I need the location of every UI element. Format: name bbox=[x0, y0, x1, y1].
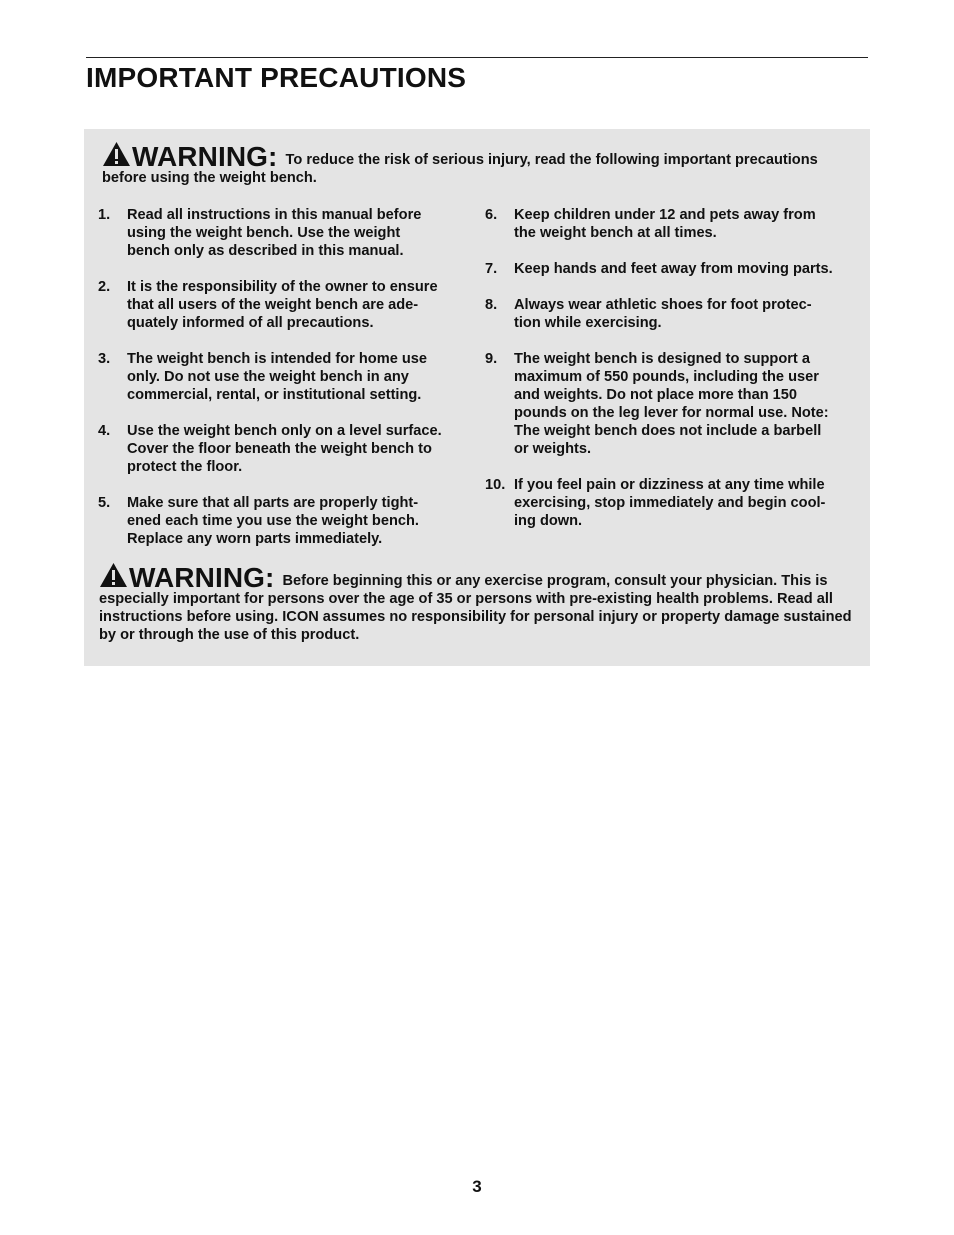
page-title: IMPORTANT PRECAUTIONS bbox=[86, 62, 467, 93]
precaution-number: 2. bbox=[98, 279, 111, 295]
precautions-box bbox=[84, 129, 870, 666]
precaution-number: 8. bbox=[485, 297, 498, 313]
warning-text: To reduce the risk of serious injury, read the following important precautions before using the weight bench. bbox=[102, 152, 818, 186]
header-rule bbox=[86, 57, 868, 58]
warning-text: Before beginning this or any exercise program, consult your physician. This is especially important for persons over the age of 35 or persons with pre-existing health problems. Read all instructions before using. ICON assumes no responsibility for personal injury or property damage sustained by or through the use of this product. bbox=[99, 573, 852, 643]
warning-triangle-icon bbox=[102, 141, 131, 167]
precautions-right-column bbox=[485, 206, 858, 548]
precaution-item bbox=[485, 350, 858, 458]
precaution-number: 5. bbox=[98, 495, 111, 511]
precaution-text: Keep hands and feet away from moving parts. bbox=[514, 261, 833, 277]
precaution-item bbox=[485, 476, 858, 530]
precaution-text: Read all instructions in this manual before using the weight bench. Use the weight bench only as described in this manual. bbox=[127, 207, 422, 259]
precaution-text: Use the weight bench only on a level surface. Cover the floor beneath the weight bench to protect the floor. bbox=[127, 423, 442, 475]
warning-word: WARNING: bbox=[132, 141, 278, 172]
precaution-item bbox=[98, 350, 473, 404]
precaution-text: Keep children under 12 and pets away from the weight bench at all times. bbox=[514, 207, 816, 241]
precautions-left-column bbox=[98, 206, 473, 566]
page-number: 3 bbox=[472, 1177, 482, 1196]
warning-triangle-icon bbox=[99, 562, 128, 588]
precaution-text: If you feel pain or dizziness at any time while exercising, stop immediately and begin cool- ing down. bbox=[514, 477, 826, 529]
warning-word: WARNING: bbox=[129, 562, 275, 593]
precaution-item bbox=[485, 206, 858, 242]
precaution-item bbox=[485, 296, 858, 332]
precaution-text: The weight bench is designed to support a maximum of 550 pounds, including the user and weights. Do not place more than 150 pounds on the leg lever for normal use. Note: The weight bench does not include a barbell or weights. bbox=[514, 351, 829, 457]
precaution-item bbox=[485, 260, 858, 278]
precaution-text: The weight bench is intended for home use only. Do not use the weight bench in any commercial, rental, or institutional setting. bbox=[127, 351, 428, 403]
precaution-number: 4. bbox=[98, 423, 111, 439]
precaution-item bbox=[98, 206, 473, 260]
warning-top bbox=[102, 141, 862, 187]
precaution-item bbox=[98, 278, 473, 332]
precaution-number: 10. bbox=[485, 477, 506, 493]
warning-bottom bbox=[99, 562, 859, 644]
precaution-text: It is the responsibility of the owner to ensure that all users of the weight bench are ade- quately informed of all precautions. bbox=[127, 279, 438, 331]
precaution-number: 3. bbox=[98, 351, 111, 367]
precaution-number: 9. bbox=[485, 351, 498, 367]
precaution-number: 6. bbox=[485, 207, 498, 223]
precaution-item bbox=[98, 422, 473, 476]
precaution-number: 7. bbox=[485, 261, 498, 277]
precaution-item bbox=[98, 494, 473, 548]
precaution-text: Make sure that all parts are properly tight- ened each time you use the weight bench. Replace any worn parts immediately. bbox=[127, 495, 419, 547]
precaution-number: 1. bbox=[98, 207, 111, 223]
precaution-text: Always wear athletic shoes for foot protec- tion while exercising. bbox=[514, 297, 812, 331]
